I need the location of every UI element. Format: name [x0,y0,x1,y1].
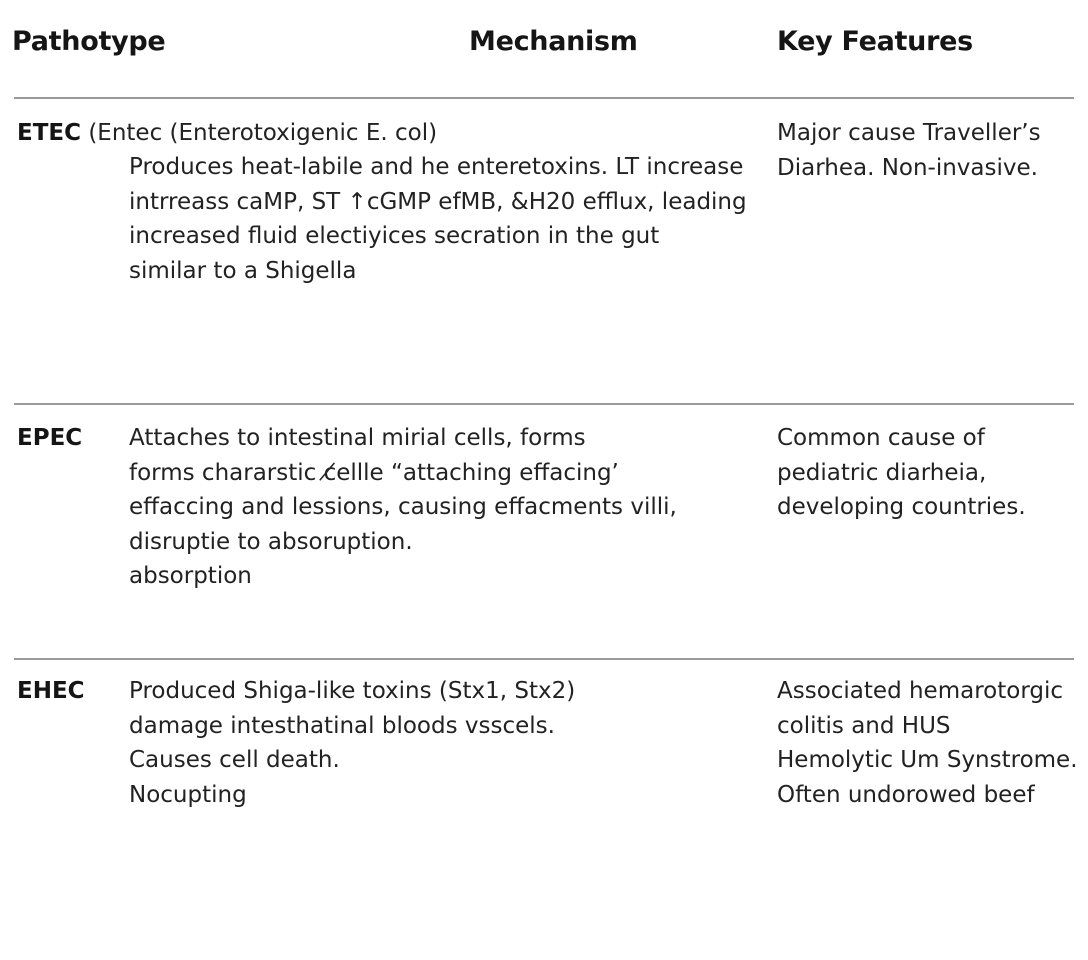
pathotype-code: ETEC [17,120,81,146]
mechanism-line: Nocupting [129,781,247,808]
row-etec-mechanism [129,150,747,288]
mechanism-line: effaccing and lessions, causing effacments villi, [129,494,677,520]
mechanism-line: similar to a Shigella [129,257,357,284]
feature-line: Diarhea. Non-invasive. [777,154,1038,181]
mechanism-line: intrreass caMP, ST ↑cGMP efMB, &H20 efflux, leading [129,188,747,215]
mechanism-line: Produced Shiga-like toxins (Stx1, Stx2) [129,678,576,704]
feature-line: developing countries. [777,494,1026,520]
mechanism-line: Attaches to intestinal mirial cells, forms [129,425,586,451]
row-etec-features [777,116,1041,185]
feature-line: Often undorowed beef [777,781,1035,808]
mechanism-line: absorption [129,563,252,589]
pathotype-subtitle: (Entec (Enterotoxigenic E. col) [88,120,438,146]
header-key-features: Key Features [777,26,973,57]
mechanism-line: Produces heat-labile and he enteretoxins. LT increase [129,154,744,180]
mechanism-line: damage intesthatinal bloods vsscels. [129,712,555,739]
row-epec-features [777,421,1026,525]
mechanism-line: increased fluid electiyices secration in the gut [129,223,660,249]
mechanism-line: Causes cell death. [129,747,340,773]
feature-line: colitis and HUS [777,712,951,739]
header-divider [14,97,1074,99]
header-mechanism: Mechanism [469,26,638,57]
feature-line: Hemolytic Um Synstrome. [777,747,1078,773]
row-etec-pathotype [17,116,437,151]
feature-line: Major cause Traveller’s [777,120,1041,146]
mechanism-line: forms chararstic c̸ellle “attaching effacing’ [129,459,619,486]
row-divider [14,403,1074,405]
mechanism-line: disruptie to absoruption. [129,528,413,555]
row-epec-mechanism [129,421,677,594]
row-divider [14,658,1074,660]
row-ehec-mechanism [129,674,575,812]
pathotype-code: EPEC [17,425,83,451]
pathotype-code: EHEC [17,678,85,704]
feature-line: Associated hemarotorgic [777,678,1064,704]
row-ehec-features [777,674,1078,812]
header-pathotype: Pathotype [12,26,166,57]
row-ehec-pathotype [17,674,85,709]
feature-line: pediatric diarheia, [777,459,987,486]
row-epec-pathotype [17,421,82,456]
feature-line: Common cause of [777,425,985,451]
